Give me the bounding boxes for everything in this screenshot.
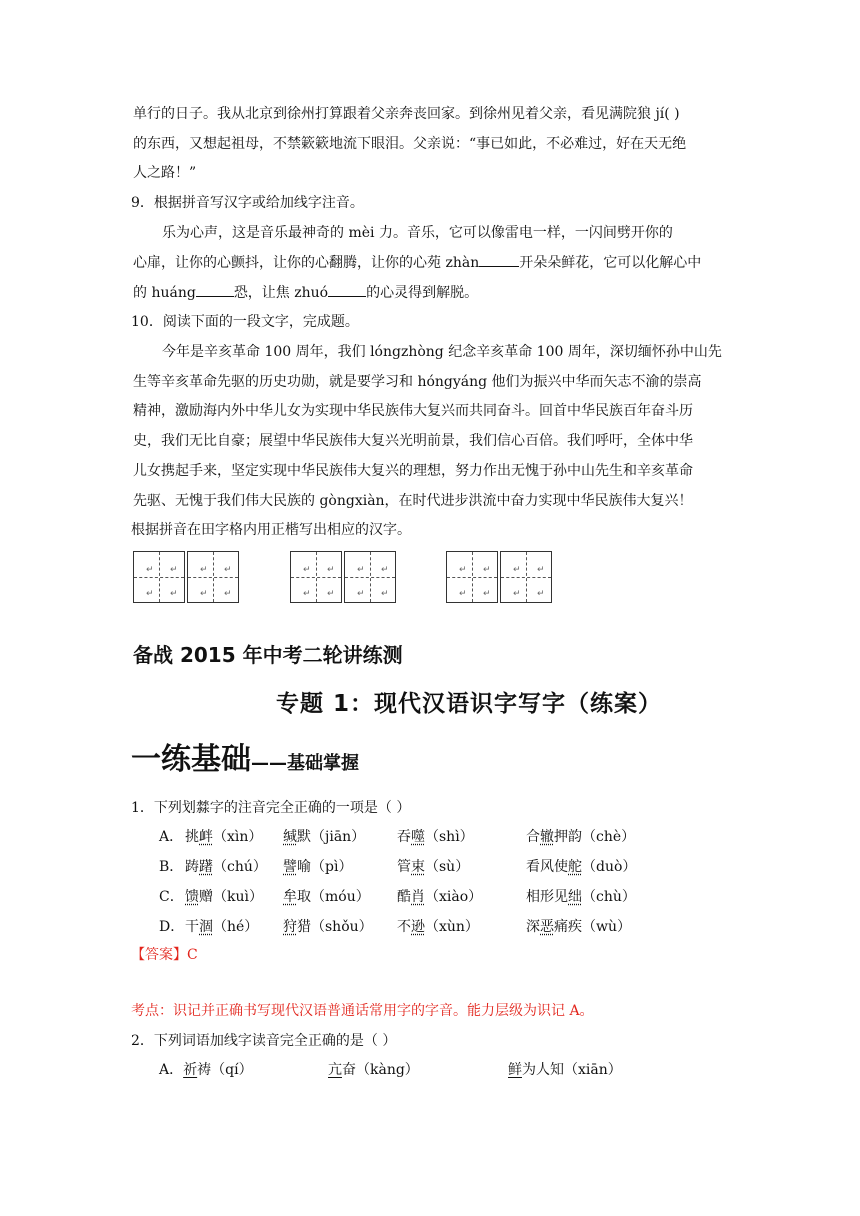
- option-label: B．: [159, 859, 184, 875]
- tianzige-pair[interactable]: [133, 551, 241, 603]
- question-10-title: 10．阅读下面的一段文字，完成题。: [131, 314, 359, 330]
- option-word: A．祈祷（qí）: [159, 1062, 253, 1078]
- answer-blank: [328, 284, 366, 297]
- option-word: 缄默（jiān）: [283, 829, 366, 845]
- kaodian-note: 考点：识记并正确书写现代汉语普通话常用字的字音。能力层级为识记 A。: [131, 1003, 594, 1019]
- option-word: 亢奋（kàng）: [328, 1062, 419, 1078]
- question-1-title: 1．下列划㵘字的注音完全正确的一项是（ ）: [131, 800, 411, 816]
- series-title: 备战 2015 年中考二轮讲练测: [133, 643, 403, 667]
- option-word: 不逊（xùn）: [397, 919, 479, 935]
- question-10-paragraph: 先驱、无愧于我们伟大民族的 gòngxiàn，在时代进步洪流中奋力实现中华民族伟大复兴！: [133, 493, 693, 509]
- option-word: 挑衅（xìn）: [185, 829, 263, 845]
- tianzige-cell[interactable]: ↵ ↵ ↵ ↵: [133, 551, 185, 603]
- option-word: 牟取（móu）: [283, 889, 370, 905]
- question-10-paragraph: 史，我们无比自豪；展望中华民族伟大复兴光明前景，我们信心百倍。我们呼吁，全体中华: [133, 433, 693, 449]
- tianzige-cell[interactable]: ↵ ↵ ↵ ↵: [344, 551, 396, 603]
- passage-line: 单行的日子。我从北京到徐州打算跟着父亲奔丧回家。到徐州见着父亲，看见满院狼 jí( ): [133, 106, 680, 122]
- option-word: 譬喻（pì）: [283, 859, 353, 875]
- option-word: 干涸（hé）: [185, 919, 259, 935]
- option-word: 吞噬（shì）: [397, 829, 474, 845]
- question-9-line: 的 huáng 恐，让焦 zhuó 的心灵得到解脱。: [133, 285, 479, 301]
- answer-blank: [196, 284, 234, 297]
- question-10-paragraph: 精神，激励海内外中华儿女为实现中华民族伟大复兴而共同奋斗。回首中华民族百年奋斗历: [133, 403, 693, 419]
- option-word: 相形见绌（chù）: [526, 889, 636, 905]
- option-word: 馈赠（kuì）: [185, 889, 263, 905]
- question-9-line: 乐为心声，这是音乐最神奇的 mèi 力。音乐，它可以像雷电一样，一闪间劈开你的: [162, 225, 673, 241]
- question-2-title: 2．下列词语加线字读音完全正确的是（ ）: [131, 1033, 397, 1049]
- tianzige-pair[interactable]: [446, 551, 554, 603]
- option-word: 看风使舵（duò）: [526, 859, 637, 875]
- question-9-line: 心扉，让你的心颤抖，让你的心翻腾，让你的心苑 zhàn 开朵朵鲜花，它可以化解心中: [133, 255, 702, 271]
- tianzige-cell[interactable]: ↵ ↵ ↵ ↵: [446, 551, 498, 603]
- option-word: 酷肖（xiào）: [397, 889, 483, 905]
- answer-label: 【答案】C: [131, 947, 198, 963]
- option-label: C．: [159, 889, 184, 905]
- tianzige-cell[interactable]: ↵ ↵ ↵ ↵: [187, 551, 239, 603]
- option-word: 狩猎（shǒu）: [283, 919, 373, 935]
- option-word: 合辙押韵（chè）: [526, 829, 636, 845]
- option-word: 鲜为人知（xiān）: [508, 1062, 622, 1078]
- option-word: 踌躇（chú）: [185, 859, 267, 875]
- section-title: 一练基础——基础掌握: [131, 742, 359, 777]
- option-word: 深恶痛疾（wù）: [526, 919, 631, 935]
- question-10-paragraph: 生等辛亥革命先驱的历史功勋，就是要学习和 hóngyáng 他们为振兴中华而矢志不渝的崇高: [133, 374, 702, 390]
- tianzige-cell[interactable]: ↵ ↵ ↵ ↵: [500, 551, 552, 603]
- option-word: 管束（sù）: [397, 859, 470, 875]
- question-10-paragraph: 今年是辛亥革命 100 周年，我们 lóngzhòng 纪念辛亥革命 100 周年，深切缅怀孙中山先: [162, 344, 722, 360]
- option-label: A．: [159, 829, 184, 845]
- option-label: D．: [159, 919, 185, 935]
- tianzige-pair[interactable]: [290, 551, 398, 603]
- passage-line: 人之路！”: [133, 165, 197, 181]
- question-10-instruction: 根据拼音在田字格内用正楷写出相应的汉字。: [131, 522, 411, 538]
- tianzige-cell[interactable]: ↵ ↵ ↵ ↵: [290, 551, 342, 603]
- passage-line: 的东西，又想起祖母，不禁簌簌地流下眼泪。父亲说：“事已如此，不必难过，好在天无绝: [133, 136, 687, 152]
- question-10-paragraph: 儿女携起手来，坚定实现中华民族伟大复兴的理想，努力作出无愧于孙中山先生和辛亥革命: [133, 463, 693, 479]
- topic-title: 专题 1：现代汉语识字写字（练案）: [276, 691, 663, 717]
- answer-blank: [479, 254, 519, 267]
- question-9-title: 9．根据拼音写汉字或给加线字注音。: [131, 195, 364, 211]
